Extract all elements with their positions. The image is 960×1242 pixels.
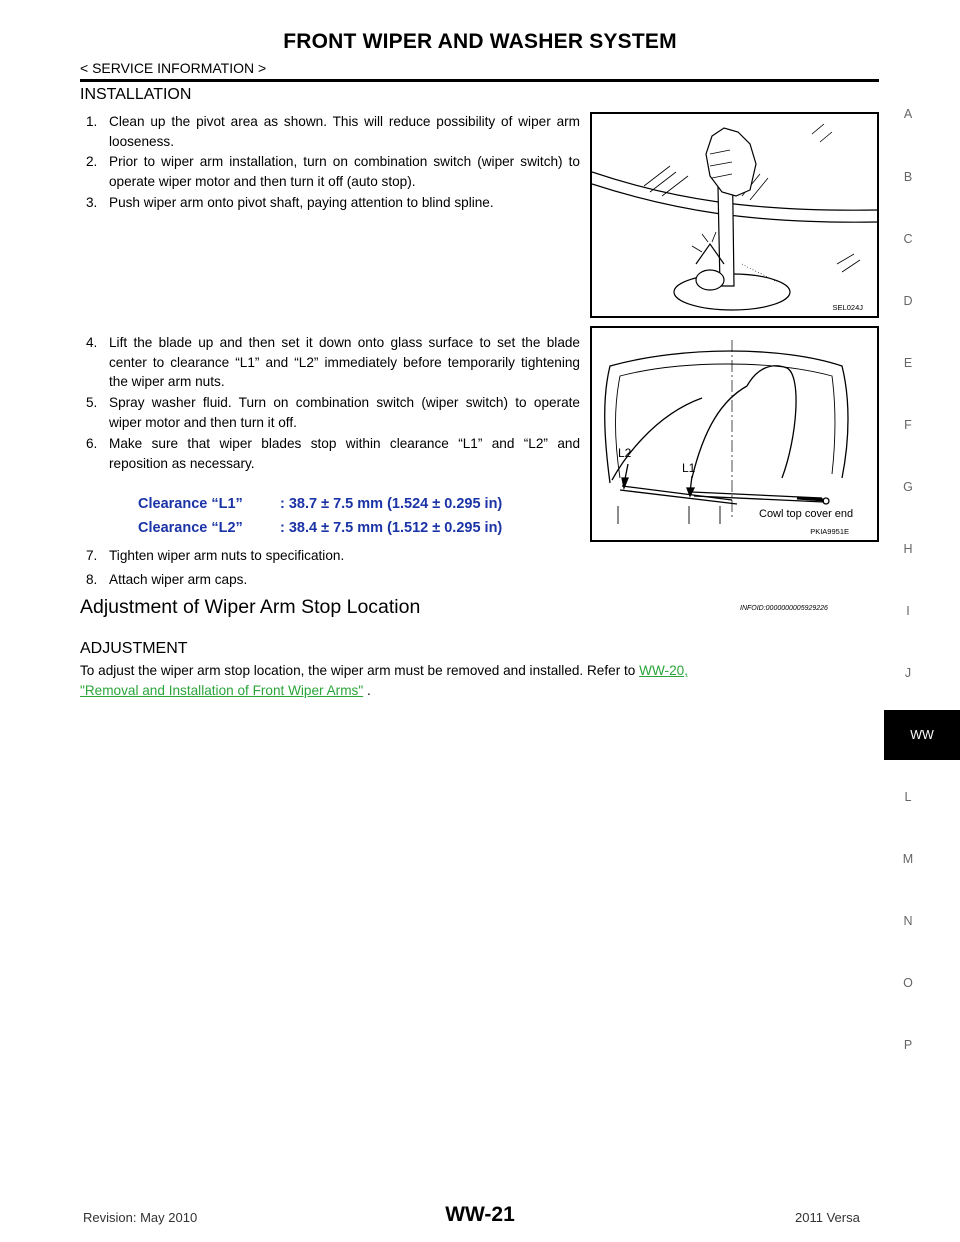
step-text: Prior to wiper arm installation, turn on combination switch (wiper switch) to operate wiper motor and then turn it off (auto stop). — [109, 154, 580, 189]
step-number: 6. — [86, 436, 98, 451]
section-index-g[interactable]: G — [903, 480, 913, 494]
step-text: Spray washer fluid. Turn on combination switch (wiper switch) to operate wiper motor and then turn it off. — [109, 395, 580, 430]
adjustment-text: To adjust the wiper arm stop location, the wiper arm must be removed and installed. Refer to — [80, 663, 636, 678]
step-5 — [86, 393, 580, 432]
label-l1: L1 — [682, 461, 696, 475]
adjustment-text-end: . — [366, 683, 371, 698]
section-index-h[interactable]: H — [903, 542, 913, 556]
info-id: INFOID:0000000005929226 — [740, 605, 828, 612]
step-text: Tighten wiper arm nuts to specification. — [109, 548, 345, 563]
spec-label: Clearance “L2” — [138, 520, 243, 536]
step-number: 1. — [86, 114, 98, 129]
spec-value: : 38.7 ± 7.5 mm (1.524 ± 0.295 in) — [280, 496, 503, 512]
spec-clearance-l1 — [138, 496, 503, 512]
pivot-cleaning-illustration — [592, 114, 877, 316]
section-index-a[interactable]: A — [903, 107, 913, 121]
section-index-c[interactable]: C — [903, 232, 913, 246]
pivot-shaft — [696, 270, 724, 290]
cowl-callout: Cowl top cover end — [759, 508, 854, 520]
section-index-f[interactable]: F — [904, 418, 912, 432]
step-number: 2. — [86, 154, 98, 169]
spec-label: Clearance “L1” — [138, 496, 243, 512]
figure-wiper-clearance — [590, 326, 879, 542]
spec-value: : 38.4 ± 7.5 mm (1.512 ± 0.295 in) — [280, 520, 503, 536]
step-6 — [86, 434, 580, 473]
step-number: 7. — [86, 548, 98, 563]
model-name: 2011 Versa — [795, 1210, 860, 1225]
figure-code: SEL024J — [832, 303, 863, 312]
section-index-b[interactable]: B — [903, 170, 913, 184]
page-number: WW-21 — [445, 1203, 515, 1226]
section-index-o[interactable]: O — [903, 976, 913, 990]
section-index-l[interactable]: L — [904, 790, 912, 804]
step-number: 3. — [86, 195, 98, 210]
section-index-e[interactable]: E — [903, 356, 913, 370]
figure-code: PKIA9951E — [810, 527, 849, 536]
step-7 — [86, 546, 580, 566]
step-8 — [86, 570, 580, 590]
step-2 — [86, 152, 580, 191]
section-label: < SERVICE INFORMATION > — [80, 60, 267, 76]
windshield-outline — [605, 351, 848, 483]
step-number: 8. — [86, 572, 98, 587]
label-l2: L2 — [618, 446, 632, 460]
step-text: Push wiper arm onto pivot shaft, paying attention to blind spline. — [109, 195, 494, 210]
step-number: 4. — [86, 335, 98, 350]
step-text: Clean up the pivot area as shown. This will reduce possibility of wiper arm looseness. — [109, 114, 580, 149]
section-index-p[interactable]: P — [903, 1038, 913, 1052]
step-number: 5. — [86, 395, 98, 410]
removal-installation-link[interactable]: "Removal and Installation of Front Wiper Arms" — [80, 683, 364, 698]
step-text: Attach wiper arm caps. — [109, 572, 248, 587]
adjustment-title: Adjustment of Wiper Arm Stop Location — [80, 596, 421, 618]
installation-heading: INSTALLATION — [80, 86, 192, 103]
step-text: Make sure that wiper blades stop within clearance “L1” and “L2” and reposition as necessary. — [109, 436, 580, 471]
revision-date: Revision: May 2010 — [83, 1210, 198, 1225]
section-index-n[interactable]: N — [903, 914, 913, 928]
section-tab-ww[interactable]: WW — [884, 710, 960, 760]
step-text: Lift the blade up and then set it down onto glass surface to set the blade center to clearance “L1” and “L2” immediately before temporarily tightening the wiper arm nuts. — [109, 335, 580, 389]
header-rule — [80, 79, 879, 82]
section-index-i[interactable]: I — [906, 604, 910, 618]
section-index-m[interactable]: M — [902, 852, 914, 866]
figure-pivot-cleaning — [590, 112, 879, 318]
section-index-d[interactable]: D — [903, 294, 913, 308]
spec-clearance-l2 — [138, 520, 503, 536]
step-3 — [86, 193, 580, 213]
section-index-j[interactable]: J — [904, 666, 912, 680]
step-4 — [86, 333, 580, 392]
ww-20-link[interactable]: WW-20, — [639, 663, 688, 678]
page-title: FRONT WIPER AND WASHER SYSTEM — [283, 30, 677, 53]
adjustment-body — [80, 661, 880, 701]
step-1 — [86, 112, 580, 151]
adjustment-subheading: ADJUSTMENT — [80, 640, 188, 657]
